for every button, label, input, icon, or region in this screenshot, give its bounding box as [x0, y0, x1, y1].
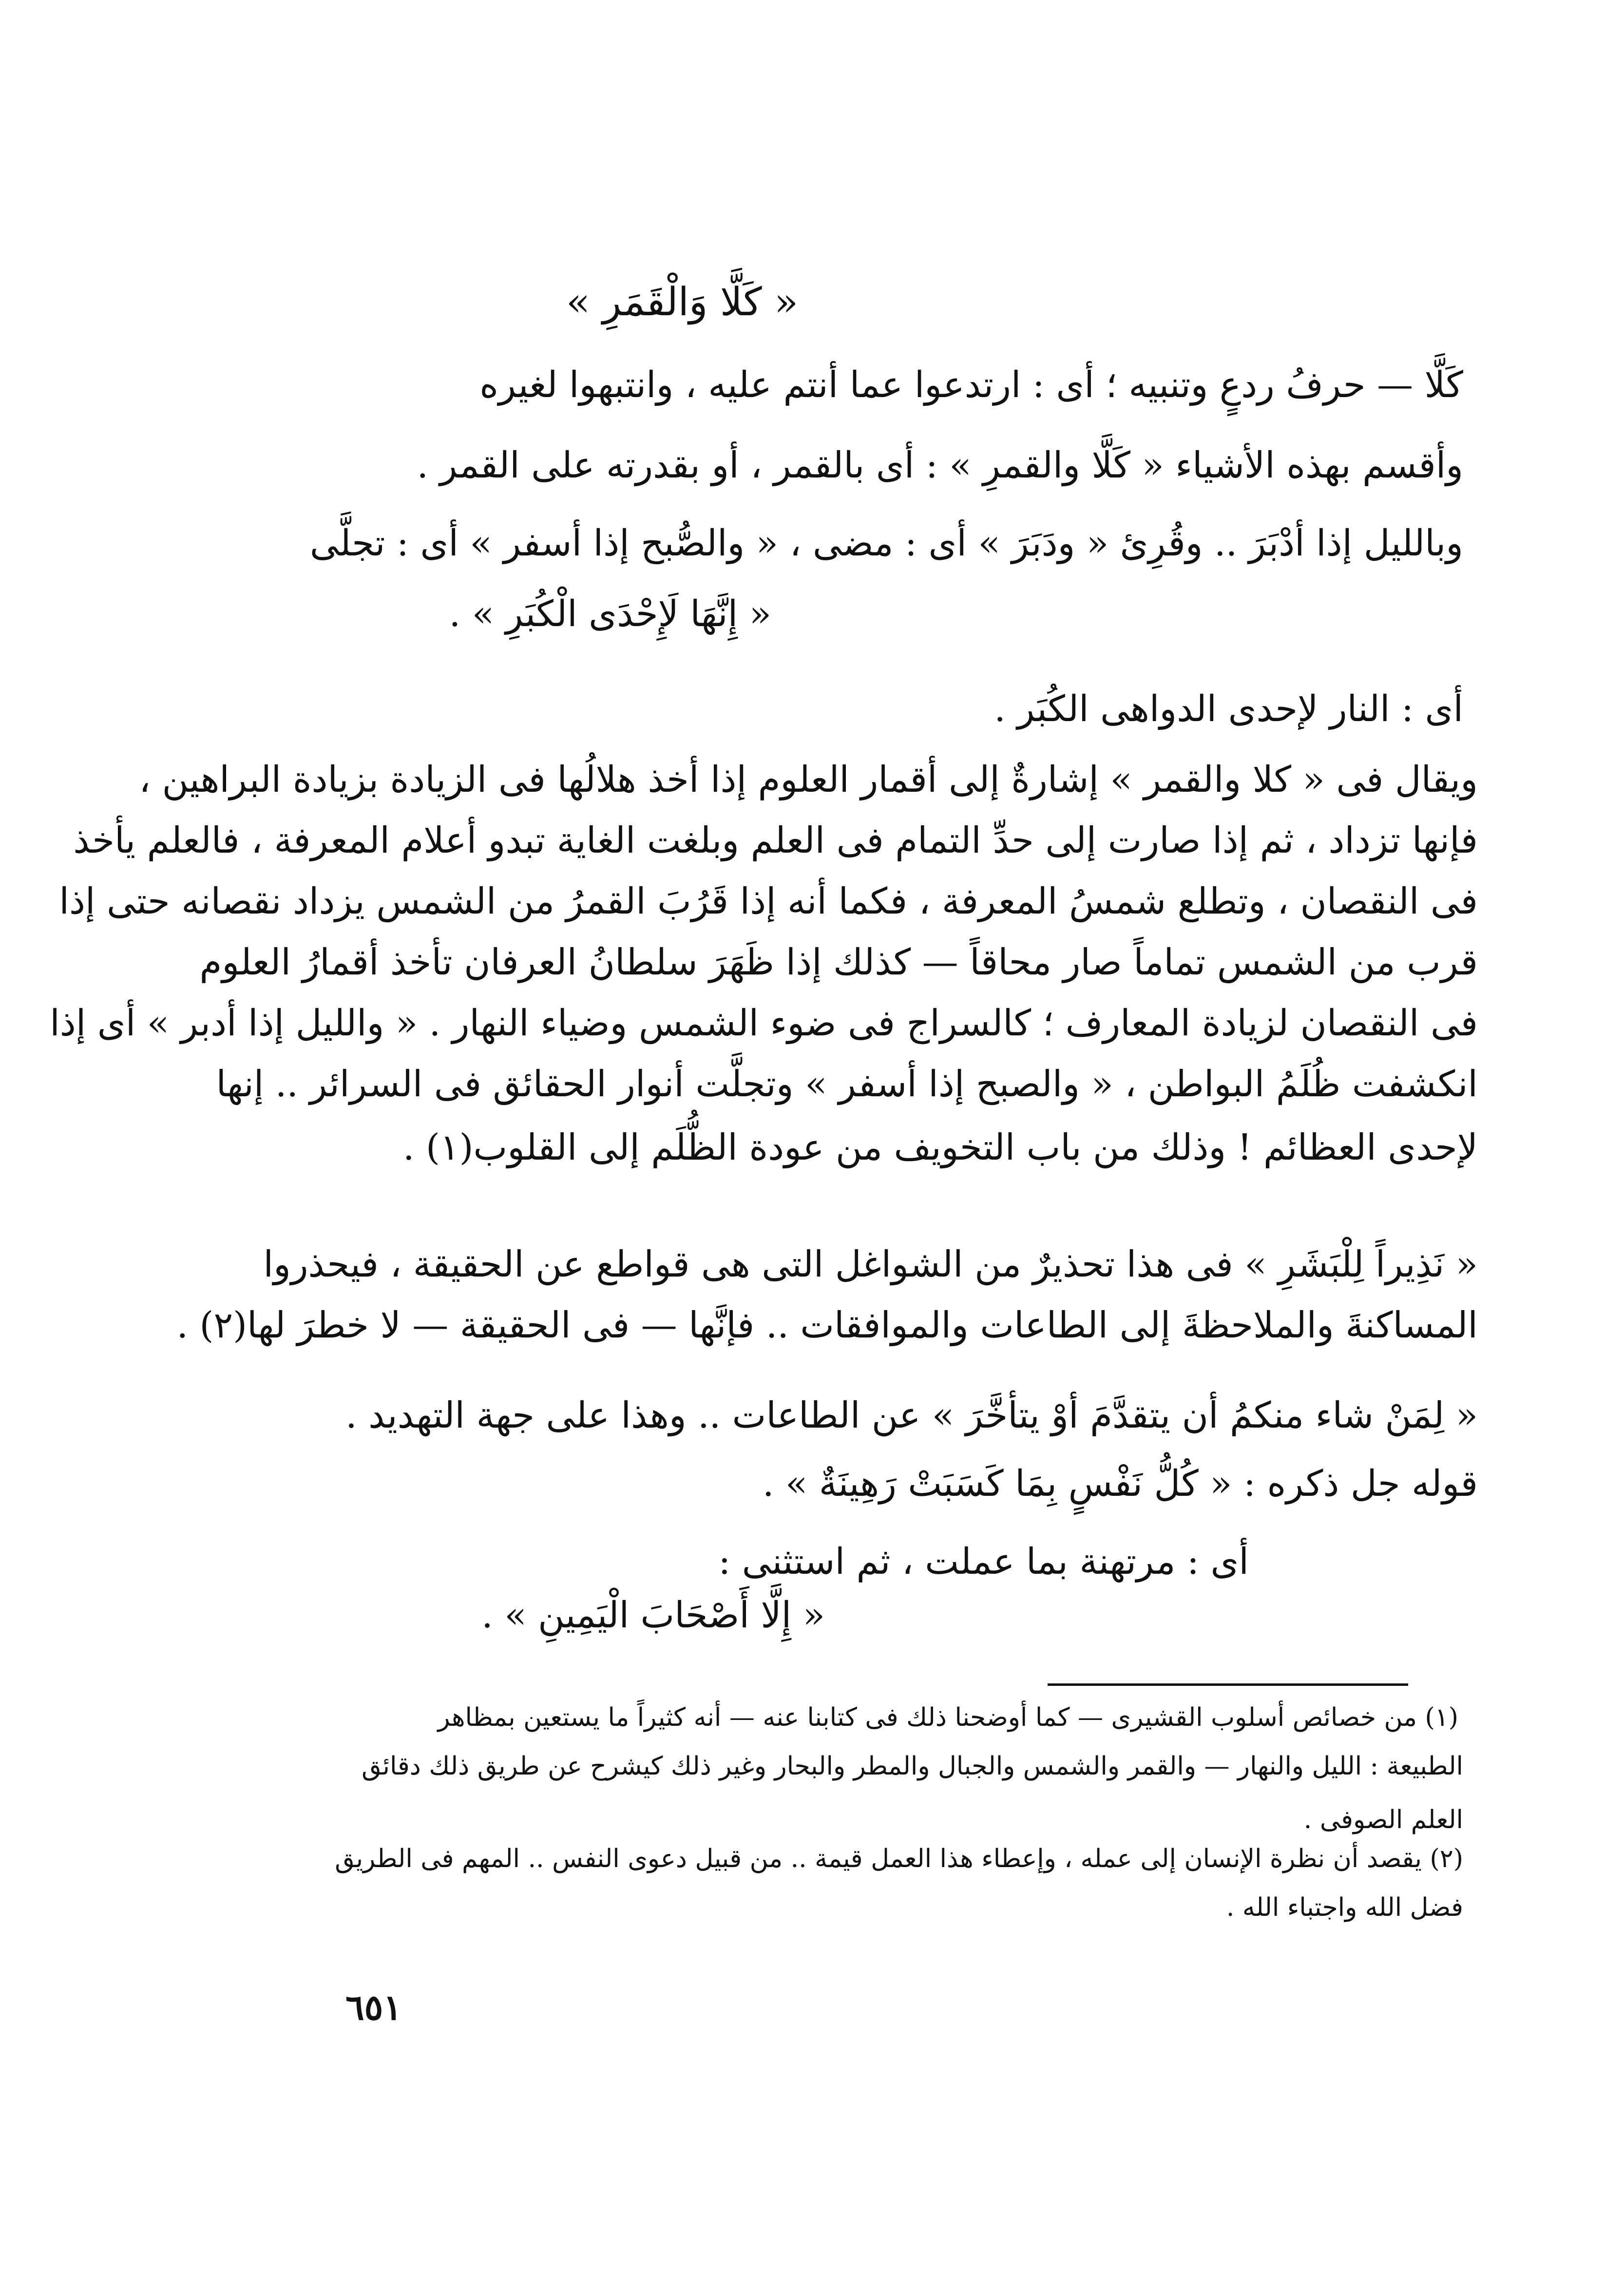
footnote-line: الطبيعة : الليل والنهار — والقمر والشمس والجبال والمطر والبحار وغير ذلك كيشرح عن طريق ذلك دقائق — [362, 1752, 1463, 1781]
body-line: انكشفت ظُلَمُ البواطن ، « والصبح إذا أسفر » وتجلَّت أنوار الحقائق فى السرائر .. إنها — [216, 1063, 1478, 1105]
body-line: وبالليل إذا أدْبَرَ .. وقُرِئ « ودَبَرَ » أى : مضى ، « والصُّبح إذا أسفر » أى : تجلَّى — [309, 522, 1463, 564]
body-line: لإحدى العظائم ! وذلك من باب التخويف من عودة الظُّلَم إلى القلوب(١) . — [403, 1126, 1478, 1168]
footnote-line: فضل الله واجتباء الله . — [1226, 1893, 1463, 1922]
footnote-line: (٢) يقصد أن نظرة الإنسان إلى عمله ، وإعطاء هذا العمل قيمة .. من قبيل دعوى النفس .. المهم فى الطريق — [335, 1844, 1463, 1873]
body-line: « لِمَنْ شاء منكمُ أن يتقدَّمَ أوْ يتأخَّرَ » عن الطاعات .. وهذا على جهة التهديد . — [345, 1394, 1478, 1436]
body-line: فى النقصان ، وتطلع شمسُ المعرفة ، فكما أنه إذا قَرُبَ القمرُ من الشمس يزداد نقصانه حتى إذا — [59, 880, 1478, 922]
body-line: قرب من الشمس تماماً صار محاقاً — كذلك إذا ظَهَرَ سلطانُ العرفان تأخذ أقمارُ العلوم — [199, 941, 1478, 983]
footnote-line: (١) من خصائص أسلوب القشيرى — كما أوضحنا ذلك فى كتابنا عنه — أنه كثيراً ما يستعين بمظاهر — [438, 1703, 1458, 1732]
body-line: قوله جل ذكره : « كُلُّ نَفْسٍ بِمَا كَسَبَتْ رَهِينَةٌ » . — [762, 1463, 1478, 1505]
body-line: أى : النار لإحدى الدواهى الكُبَر . — [994, 688, 1463, 730]
page-number: ٦٥١ — [345, 1986, 402, 2028]
body-line: فإنها تزداد ، ثم إذا صارت إلى حدِّ التمام فى العلم وبلغت الغاية تبدو أعلام المعرفة ، فالعلم يأخذ — [73, 820, 1478, 861]
body-line: كَلَّا — حرفُ ردعٍ وتنبيه ؛ أى : ارتدعوا عما أنتم عليه ، وانتبهوا لغيره — [479, 364, 1463, 406]
body-line: « إِلَّا أَصْحَابَ الْيَمِينِ » . — [481, 1594, 825, 1636]
body-line: ويقال فى « كلا والقمر » إشارةٌ إلى أقمار العلوم إذا أخذ هلالُها فى الزيادة بزيادة البراهين ، — [139, 759, 1478, 801]
verse-heading: « كَلَّا وَالْقَمَرِ » — [566, 279, 799, 325]
body-line: فى النقصان لزيادة المعارف ؛ كالسراج فى ضوء الشمس وضياء النهار . « والليل إذا أدبر » أى إذا — [50, 1002, 1478, 1044]
body-line: المساكنةَ والملاحظةَ إلى الطاعات والموافقات .. فإنَّها — فى الحقيقة — لا خطرَ لها(٢) . — [176, 1304, 1478, 1346]
footnote-separator — [1048, 1683, 1408, 1686]
body-line: أى : مرتهنة بما عملت ، ثم استثنى : — [718, 1541, 1249, 1583]
footnote-line: العلم الصوفى . — [1303, 1805, 1463, 1834]
body-line: « إِنَّهَا لَإِحْدَى الْكُبَرِ » . — [449, 593, 771, 635]
body-line: وأقسم بهذه الأشياء « كَلَّا والقمرِ » : أى بالقمر ، أو بقدرته على القمر . — [417, 444, 1463, 486]
body-line: « نَذِيراً لِلْبَشَرِ » فى هذا تحذيرٌ من الشواغل التى هى قواطع عن الحقيقة ، فيحذروا — [263, 1243, 1478, 1285]
